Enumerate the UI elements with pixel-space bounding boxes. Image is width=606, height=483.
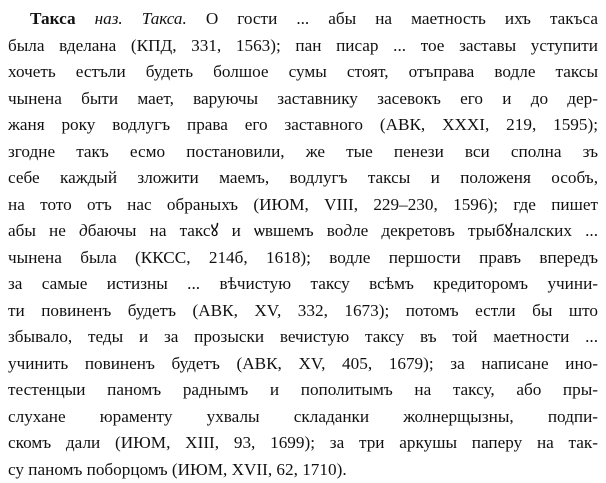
- entry-text-segment: ти повиненъ будетъ (АВК, XV, 332, 1673); потомъ естли бы што: [8, 301, 598, 320]
- entry-line: [8, 298, 598, 325]
- entry-text-segment: баючы на таксꙋ и ѡвшемъ во: [88, 221, 344, 240]
- entry-line: [8, 457, 598, 483]
- entry-text-segment: чынена быти мает, варуючы заставнику засевокъ его и до дер-: [8, 89, 598, 108]
- italic-text: наз. Такса.: [95, 9, 187, 28]
- entry-line: [8, 351, 598, 378]
- italic-text: д: [343, 221, 352, 240]
- entry-text-segment: ле декретовъ трыбꙋналских ...: [352, 221, 598, 240]
- entry-text-segment: себе каждый зложити маемъ, водлугъ таксы и положеня особъ,: [8, 168, 598, 187]
- entry-line: [8, 271, 598, 298]
- entry-text-segment: скомъ дали (ИЮМ, XIII, 93, 1699); за три аркушы паперу на так-: [8, 433, 598, 452]
- entry-text-segment: збывало, теды и за прозыски вечистую таксу въ той маетности ...: [8, 327, 598, 346]
- entry-text-segment: жаня року водлугъ права его заставного (АВК, XXXI, 219, 1595);: [8, 115, 598, 134]
- entry-line: [8, 377, 598, 404]
- entry-line: [8, 33, 598, 60]
- entry-line: [8, 324, 598, 351]
- entry-line: [8, 192, 598, 219]
- entry-line: [8, 165, 598, 192]
- entry-line: [8, 86, 598, 113]
- entry-text-segment: хочеть естъли будеть болшое сумы стоят, отъправа водле таксы: [8, 62, 598, 81]
- entry-line: [8, 218, 598, 245]
- entry-text-segment: [76, 9, 95, 28]
- entry-text-segment: на тото отъ нас обраныхъ (ИЮМ, VIII, 229–230, 1596); где пишет: [8, 195, 598, 214]
- italic-text: д: [79, 221, 88, 240]
- entry-text-segment: О гости ... абы на маетность ихъ такъса: [187, 9, 598, 28]
- entry-line: [8, 245, 598, 272]
- entry-text-segment: за самые истизны ... вѣчистую таксу всѣмъ кредиторомъ учини-: [8, 274, 598, 293]
- entry-text-segment: была вделана (КПД, 331, 1563); пан писар ... тое заставы уступити: [8, 36, 598, 55]
- entry-line: [8, 404, 598, 431]
- entry-text-segment: чынена была (ККСС, 214б, 1618); водле першости правъ впередъ: [8, 248, 598, 267]
- entry-line: [8, 112, 598, 139]
- entry-text: [8, 6, 598, 483]
- headword: Такса: [30, 9, 76, 28]
- entry-line: [8, 430, 598, 457]
- entry-text-segment: су паномъ поборцомъ (ИЮМ, XVII, 62, 1710).: [8, 460, 347, 479]
- entry-text-segment: згодне такъ есмо постановили, же тые пенези вси сполна зъ: [8, 142, 598, 161]
- entry-line: [8, 59, 598, 86]
- entry-text-segment: тестенцыи паномъ раднымъ и пополитымъ на таксу, або пры-: [8, 380, 598, 399]
- entry-line: [8, 139, 598, 166]
- entry-text-segment: слухане юраменту ухвалы складанки жолнерщызны, подпи-: [8, 407, 598, 426]
- entry-line-headword: [8, 6, 598, 33]
- entry-text-segment: абы не: [8, 221, 79, 240]
- entry-text-segment: учинить повиненъ будетъ (АВК, XV, 405, 1679); за написане ино-: [8, 354, 598, 373]
